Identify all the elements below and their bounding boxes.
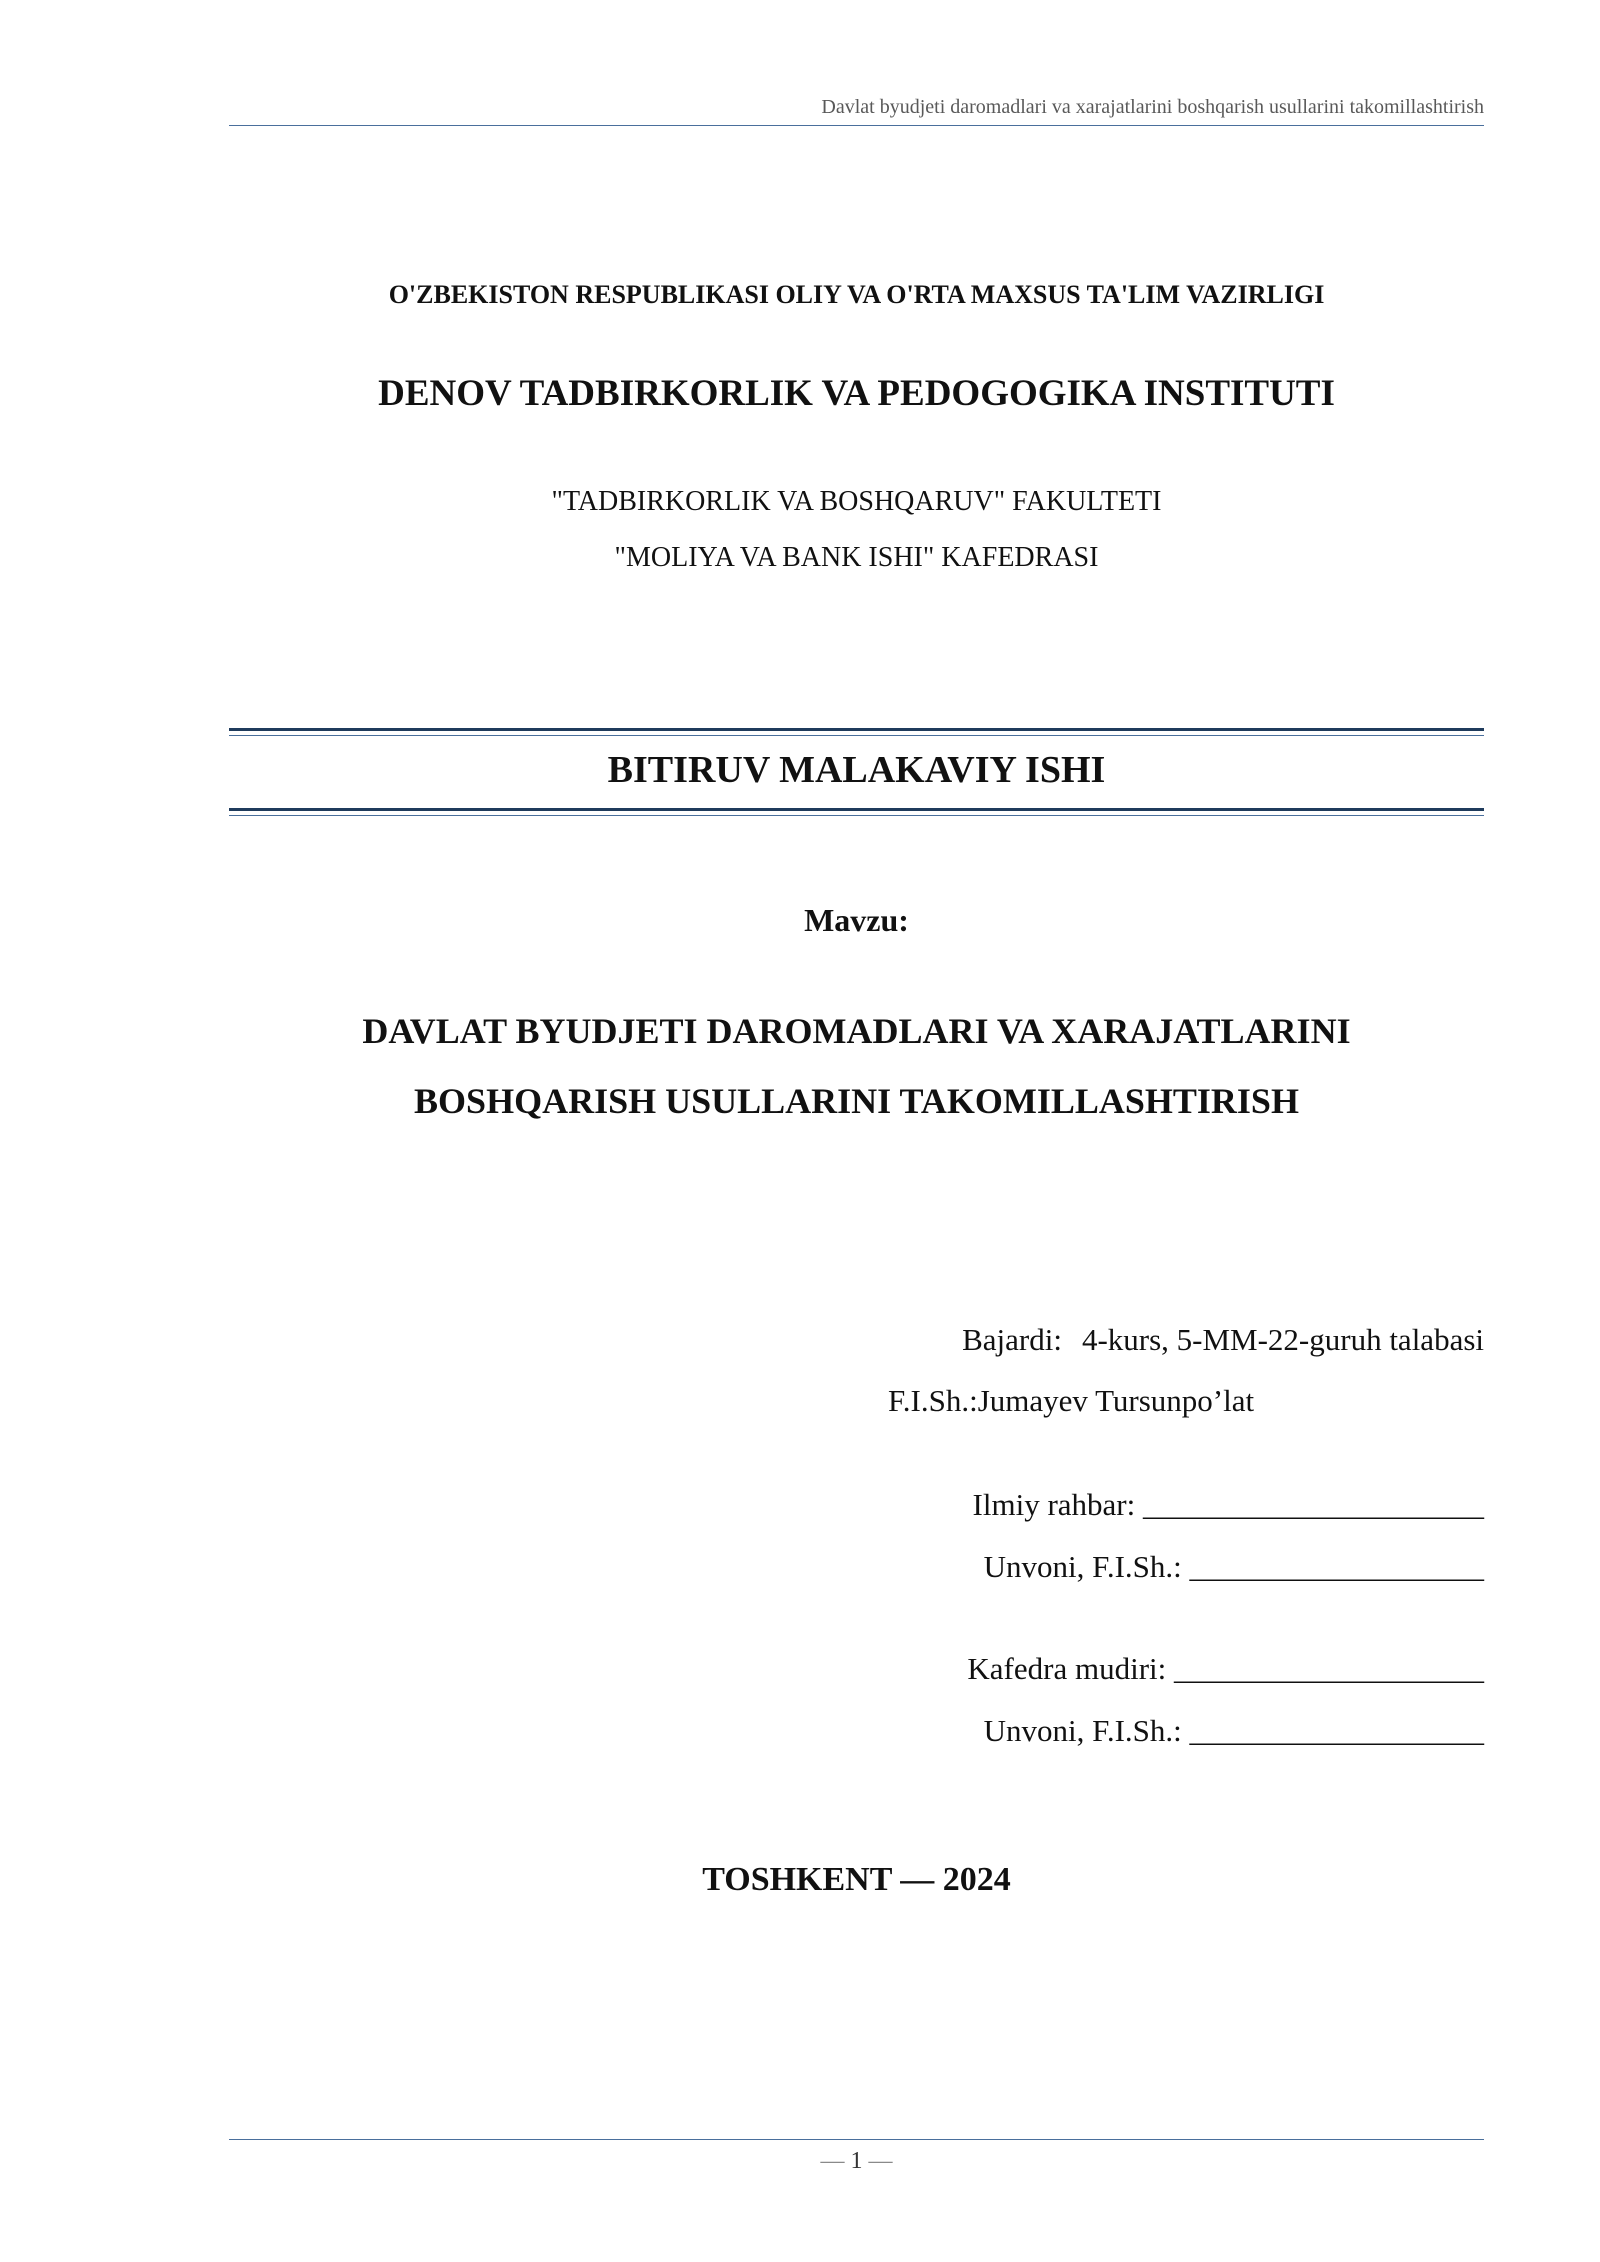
performer-row	[962, 1322, 1484, 1358]
title-rule-bottom	[229, 808, 1484, 816]
institute-name: DENOV TADBIRKORLIK VA PEDOGOGIKA INSTITUTI	[378, 373, 1335, 414]
footer-rule	[229, 2139, 1484, 2140]
page-number-value: 1	[850, 2148, 863, 2174]
page-number-dash-left: —	[820, 2148, 845, 2174]
topic-line-2: BOSHQARISH USULLARINI TAKOMILLASHTIRISH	[414, 1081, 1299, 1121]
work-type-title: BITIRUV MALAKAVIY ISHI	[607, 749, 1106, 791]
supervisor-signature-line: Ilmiy rahbar: ______________________	[972, 1487, 1484, 1522]
head-of-department-signature-line: Kafedra mudiri: ____________________	[967, 1651, 1484, 1686]
supervisor-title-line: Unvoni, F.I.Sh.: ___________________	[983, 1549, 1484, 1584]
topic-label: Mavzu:	[804, 902, 909, 938]
student-name-value: Jumayev Tursunpo’lat	[977, 1383, 1255, 1418]
faculty-name: "TADBIRKORLIK VA BOSHQARUV" FAKULTETI	[551, 486, 1162, 517]
city-year: TOSHKENT — 2024	[702, 1861, 1011, 1898]
performer-value: 4-kurs, 5-MM-22-guruh talabasi	[1081, 1322, 1484, 1357]
department-name: "MOLIYA VA BANK ISHI" KAFEDRASI	[614, 542, 1099, 573]
performer-label: Bajardi:	[962, 1322, 1062, 1357]
header-rule	[229, 125, 1484, 126]
page-number	[229, 2148, 1484, 2175]
topic-line-1: DAVLAT BYUDJETI DAROMADLARI VA XARAJATLARINI	[362, 1011, 1351, 1051]
title-rule-top	[229, 728, 1484, 736]
student-name-label: F.I.Sh.:	[888, 1383, 978, 1418]
running-header: Davlat byudjeti daromadlari va xarajatlarini boshqarish usullarini takomillashtirish	[821, 96, 1484, 118]
student-name-row	[888, 1383, 1254, 1419]
head-of-department-title-line: Unvoni, F.I.Sh.: ___________________	[983, 1713, 1484, 1748]
page-number-dash-right: —	[868, 2148, 893, 2174]
ministry-name: O'ZBEKISTON RESPUBLIKASI OLIY VA O'RTA MAXSUS TA'LIM VAZIRLIGI	[388, 280, 1325, 309]
